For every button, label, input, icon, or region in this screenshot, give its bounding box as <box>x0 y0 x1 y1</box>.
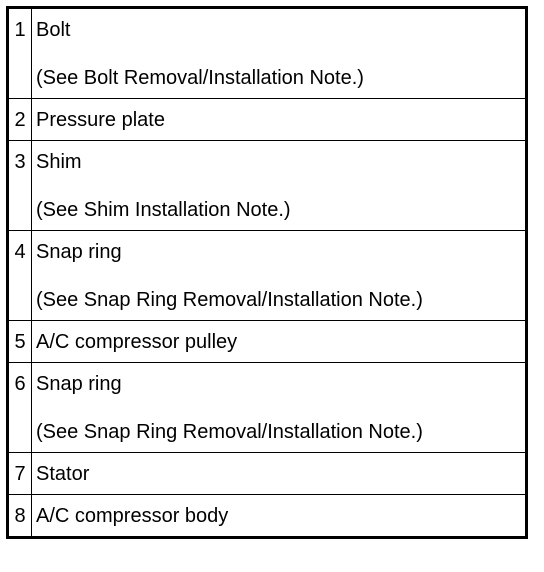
item-description <box>32 231 527 321</box>
item-description <box>32 363 527 453</box>
item-description <box>32 99 527 141</box>
item-description <box>32 495 527 538</box>
item-number: 2 <box>8 99 32 141</box>
table-row <box>8 453 527 495</box>
part-name: A/C compressor pulley <box>36 331 238 353</box>
table-row <box>8 8 527 99</box>
part-note: (See Shim Installation Note.) <box>36 199 291 221</box>
table-row <box>8 321 527 363</box>
parts-table <box>6 6 528 539</box>
item-number: 3 <box>8 141 32 231</box>
item-number: 8 <box>8 495 32 538</box>
table-row <box>8 495 527 538</box>
item-description <box>32 453 527 495</box>
part-name: A/C compressor body <box>36 505 229 527</box>
part-note: (See Snap Ring Removal/Installation Note.) <box>36 421 423 443</box>
part-note: (See Bolt Removal/Installation Note.) <box>36 67 364 89</box>
table-row <box>8 99 527 141</box>
part-name: Shim <box>36 151 82 173</box>
part-name: Stator <box>36 463 90 485</box>
part-name: Snap ring <box>36 373 122 395</box>
item-description <box>32 141 527 231</box>
item-description <box>32 8 527 99</box>
table-row <box>8 141 527 231</box>
part-name: Snap ring <box>36 241 122 263</box>
part-name: Pressure plate <box>36 109 165 131</box>
part-note: (See Snap Ring Removal/Installation Note.) <box>36 289 423 311</box>
table-row <box>8 363 527 453</box>
item-number: 5 <box>8 321 32 363</box>
item-number: 7 <box>8 453 32 495</box>
item-description <box>32 321 527 363</box>
table-row <box>8 231 527 321</box>
item-number: 4 <box>8 231 32 321</box>
part-name: Bolt <box>36 19 71 41</box>
item-number: 6 <box>8 363 32 453</box>
item-number: 1 <box>8 8 32 99</box>
